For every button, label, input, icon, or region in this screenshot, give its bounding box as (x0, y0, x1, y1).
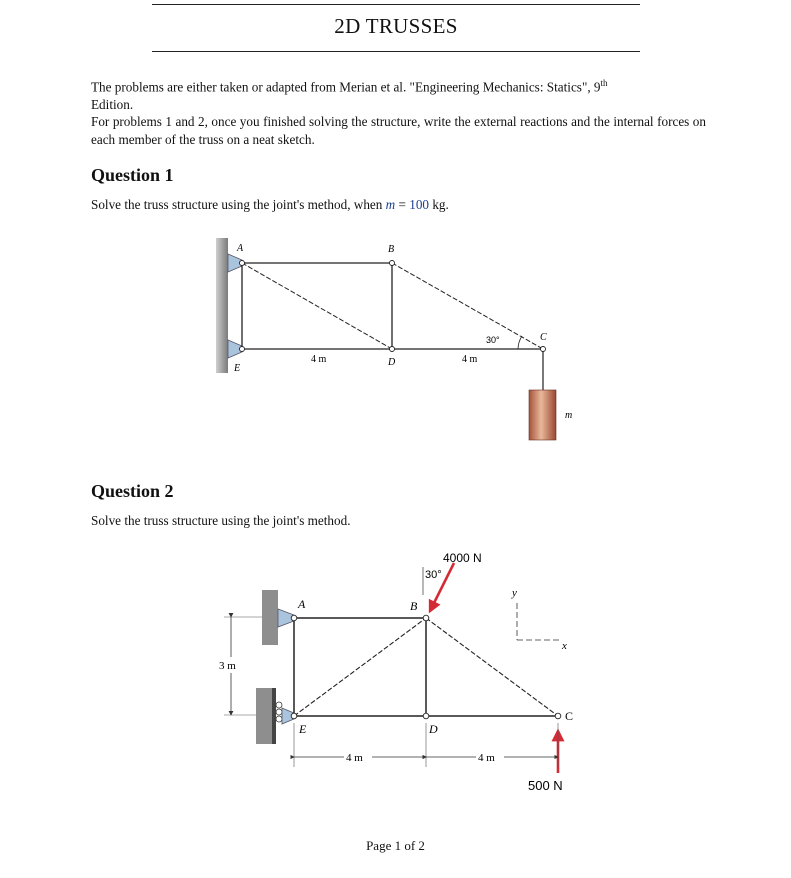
q1-angle-label: 30° (486, 335, 500, 345)
q2-load-top-label: 4000 N (443, 551, 482, 565)
q2-label-E: E (299, 722, 307, 736)
q2-axis-y-label: y (512, 587, 517, 599)
intro-line1: The problems are either taken or adapted from Merian et al. "Engineering Mechanics: Statics", 9 (91, 79, 601, 95)
q2-wall-top (262, 590, 278, 645)
q1-mass-block (529, 390, 556, 440)
q1-label-D: D (388, 357, 396, 368)
page-footer: Page 1 of 2 (366, 838, 425, 853)
q1-equals: = (395, 197, 410, 212)
q2-dim-right-label: 4 m (478, 752, 495, 764)
q1-text-before: Solve the truss structure using the joint's method, when (91, 197, 386, 212)
q1-mass-variable: m (385, 197, 396, 212)
q1-wall (216, 238, 228, 373)
q1-label-m: m (565, 410, 573, 421)
question2-text: Solve the truss structure using the joint's method. (91, 513, 351, 528)
q1-joint-D (390, 347, 395, 352)
q1-label-E: E (234, 363, 241, 374)
q2-joint-D (423, 713, 429, 719)
intro-line1-end: Edition. (91, 96, 134, 112)
q2-dim-left-label: 4 m (346, 752, 363, 764)
question2-truss-figure (210, 545, 600, 800)
q2-wall-bottom-plate (272, 688, 276, 744)
q2-rollers-E (276, 702, 282, 722)
question1-heading: Question 1 (91, 165, 174, 185)
q2-wall-bottom (256, 688, 272, 744)
q1-angle-arc (518, 336, 522, 349)
question2-heading: Question 2 (91, 481, 174, 501)
q1-dim-left: 4 m (311, 354, 327, 365)
title-rule (152, 51, 640, 52)
q1-label-C: C (540, 332, 547, 343)
q2-label-B: B (410, 599, 418, 613)
q2-joint-C (555, 713, 561, 719)
q2-axis-x-label: x (562, 640, 567, 652)
q1-joint-C (541, 347, 546, 352)
q1-member-AD (242, 263, 392, 349)
top-rule (152, 4, 640, 5)
q2-member-EB (294, 618, 426, 716)
q1-dim-right: 4 m (462, 354, 478, 365)
q2-member-BC (426, 618, 558, 716)
q2-joint-E (291, 713, 297, 719)
q2-joint-B (423, 615, 429, 621)
q2-load-angle-label: 30° (425, 569, 442, 581)
question1-truss-figure (200, 230, 600, 450)
q1-joint-A (240, 261, 245, 266)
page-title: 2D TRUSSES (334, 14, 458, 38)
q2-load-bottom-label: 500 N (528, 778, 563, 793)
q2-height-label: 3 m (219, 660, 236, 672)
q1-member-BC (392, 263, 543, 349)
q1-joint-B (390, 261, 395, 266)
q1-mass-value: 100 (409, 197, 430, 212)
q1-label-B: B (388, 244, 395, 255)
edition-superscript: th (600, 78, 608, 88)
q2-label-C: C (565, 709, 574, 723)
q1-joint-E (240, 347, 245, 352)
q1-text-after: kg. (429, 197, 449, 212)
q2-label-D: D (429, 722, 438, 736)
q1-label-A: A (237, 243, 244, 254)
question1-text (91, 196, 706, 214)
intro-line2: For problems 1 and 2, once you finished solving the structure, write the external reactions and the internal forces on each member of the truss on a neat sketch. (91, 114, 706, 147)
q2-joint-A (291, 615, 297, 621)
intro-paragraph (91, 75, 706, 148)
q2-label-A: A (298, 597, 306, 611)
